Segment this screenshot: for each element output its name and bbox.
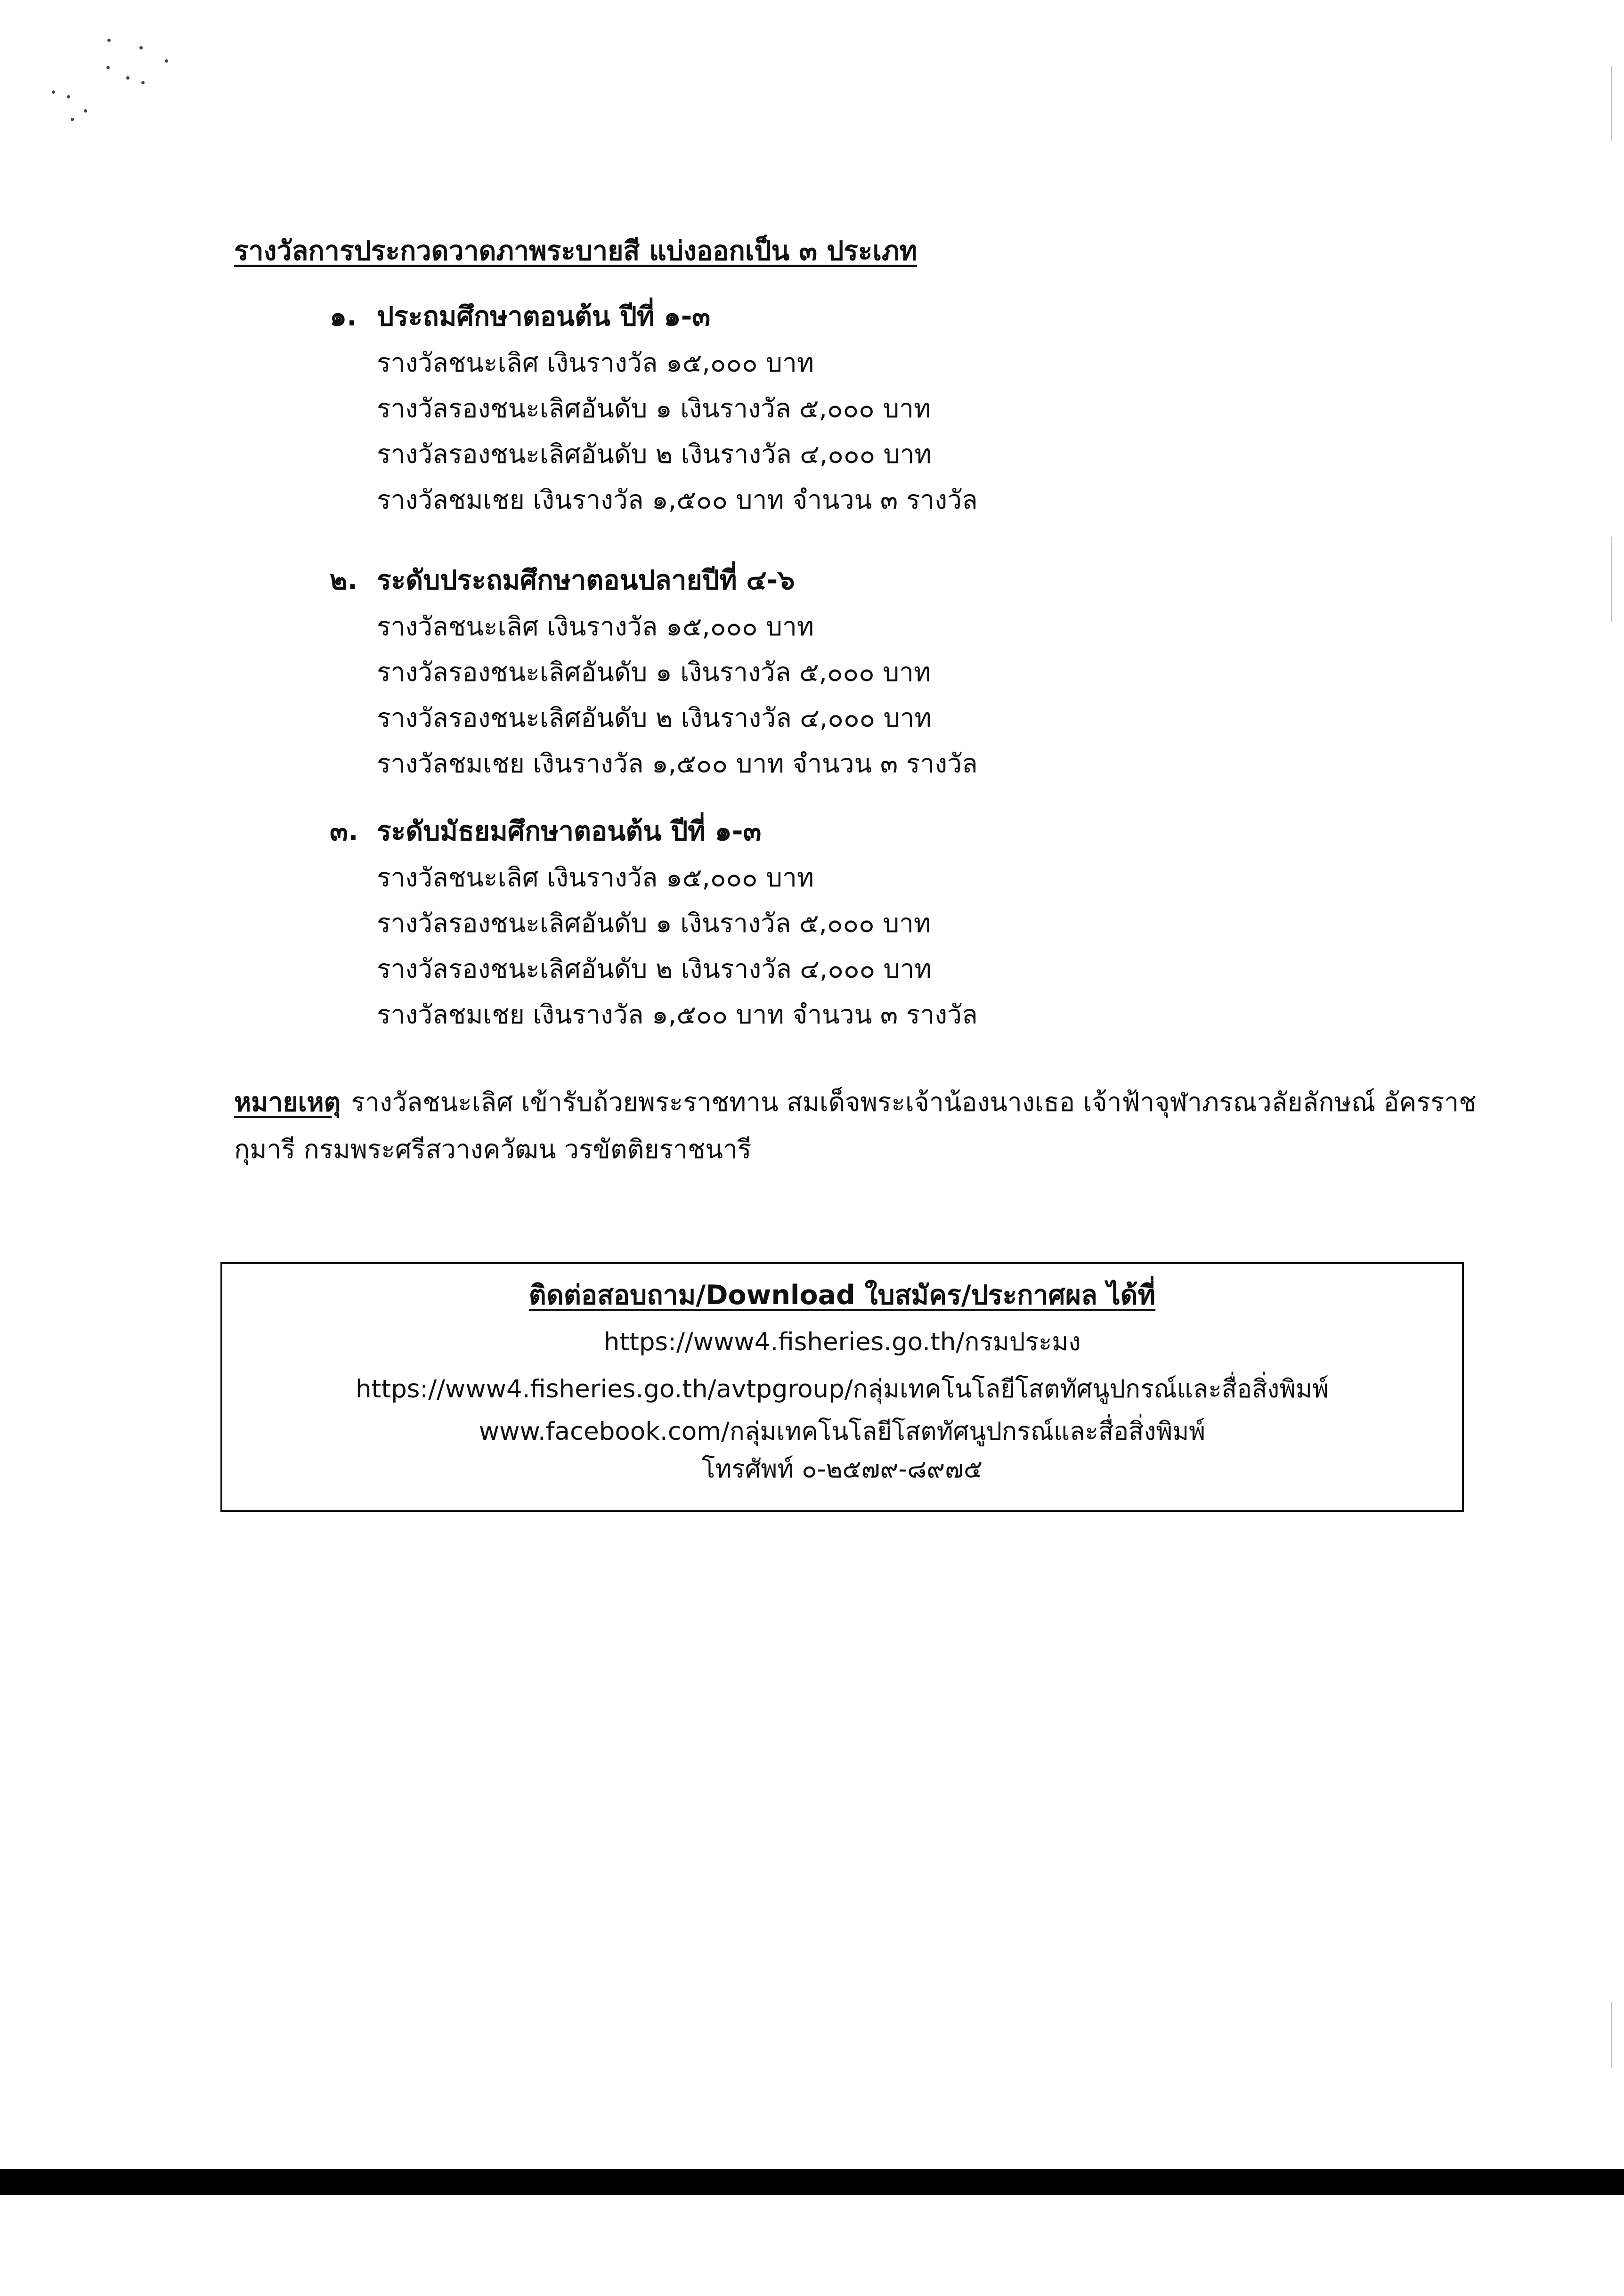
prize-line: รางวัลรองชนะเลิศอันดับ ๒ เงินรางวัล ๔,๐๐๐ บาท bbox=[377, 439, 932, 469]
section-title bbox=[330, 557, 978, 604]
prize-line: รางวัลชนะเลิศ เงินรางวัล ๑๕,๐๐๐ บาท bbox=[377, 611, 814, 641]
note-paragraph bbox=[234, 1079, 1506, 1173]
contact-title: ติดต่อสอบถาม/Download ใบสมัคร/ประกาศผล ได้ที่ bbox=[528, 1280, 1156, 1311]
section-title-text: ระดับมัธยมศึกษาตอนต้น ปีที่ ๑-๓ bbox=[377, 816, 762, 847]
scan-speckle bbox=[52, 90, 55, 94]
prize-section-1 bbox=[330, 293, 978, 523]
prize-line: รางวัลชมเชย เงินรางวัล ๑,๕๐๐ บาท จำนวน ๓ รางวัล bbox=[377, 748, 978, 779]
section-title bbox=[330, 808, 978, 855]
section-number: ๑. bbox=[330, 301, 357, 332]
note-label: หมายเหตุ bbox=[234, 1087, 341, 1117]
scan-speckle bbox=[107, 39, 111, 42]
scan-speckle bbox=[106, 66, 110, 69]
main-heading: รางวัลการประกวดวาดภาพระบายสี แบ่งออกเป็น ๓ ประเภท bbox=[234, 235, 918, 267]
scan-speckle bbox=[71, 118, 74, 121]
prize-line: รางวัลชมเชย เงินรางวัล ๑,๕๐๐ บาท จำนวน ๓ รางวัล bbox=[377, 485, 978, 515]
phone-number: โทรศัพท์ ๐-๒๕๗๙-๘๙๗๕ bbox=[701, 1455, 983, 1484]
prize-line: รางวัลชนะเลิศ เงินรางวัล ๑๕,๐๐๐ บาท bbox=[377, 862, 814, 892]
section-title-text: ระดับประถมศึกษาตอนปลายปีที่ ๔-๖ bbox=[377, 565, 795, 596]
scan-speckle bbox=[126, 76, 130, 80]
section-number: ๒. bbox=[330, 565, 358, 596]
scan-bottom-bar bbox=[0, 2169, 1624, 2195]
facebook-link[interactable]: www.facebook.com/กลุ่มเทคโนโลยีโสตทัศนูปกรณ์และสื่อสิ่งพิมพ์ bbox=[479, 1417, 1206, 1446]
scan-edge-mark bbox=[1611, 537, 1612, 622]
prize-line: รางวัลรองชนะเลิศอันดับ ๑ เงินรางวัล ๕,๐๐๐ บาท bbox=[377, 908, 931, 938]
prize-section-2 bbox=[330, 557, 978, 787]
scan-speckle bbox=[67, 95, 70, 98]
section-title-text: ประถมศึกษาตอนต้น ปีที่ ๑-๓ bbox=[377, 301, 711, 332]
scan-speckle bbox=[139, 46, 143, 49]
prize-section-3 bbox=[330, 808, 978, 1038]
scan-edge-mark bbox=[1611, 66, 1612, 141]
prize-line: รางวัลรองชนะเลิศอันดับ ๑ เงินรางวัล ๕,๐๐๐ บาท bbox=[377, 393, 931, 423]
note-text: รางวัลชนะเลิศ เข้ารับถ้วยพระราชทาน สมเด็จพระเจ้าน้องนางเธอ เจ้าฟ้าจุฬาภรณวลัยลักษณ์ อัครราชกุมารี กรมพระศรีสวางควัฒน วรขัตติยราชนารี bbox=[234, 1087, 1477, 1164]
scan-speckle bbox=[141, 81, 145, 84]
section-number: ๓. bbox=[330, 816, 358, 847]
prize-line: รางวัลรองชนะเลิศอันดับ ๒ เงินรางวัล ๔,๐๐๐ บาท bbox=[377, 703, 932, 733]
prize-line: รางวัลชมเชย เงินรางวัล ๑,๕๐๐ บาท จำนวน ๓ รางวัล bbox=[377, 999, 978, 1030]
website-link[interactable]: https://www4.fisheries.go.th/avtpgroup/กลุ่มเทคโนโลยีโสตทัศนูปกรณ์และสื่อสิ่งพิมพ์ bbox=[355, 1375, 1329, 1404]
scan-speckle bbox=[165, 59, 168, 63]
prize-line: รางวัลรองชนะเลิศอันดับ ๒ เงินรางวัล ๔,๐๐๐ บาท bbox=[377, 954, 932, 984]
prize-line: รางวัลรองชนะเลิศอันดับ ๑ เงินรางวัล ๕,๐๐๐ บาท bbox=[377, 657, 931, 687]
scan-speckle bbox=[84, 109, 87, 113]
section-title bbox=[330, 293, 978, 340]
website-link[interactable]: https://www4.fisheries.go.th/กรมประมง bbox=[603, 1328, 1081, 1356]
contact-box bbox=[220, 1262, 1464, 1512]
prize-line: รางวัลชนะเลิศ เงินรางวัล ๑๕,๐๐๐ บาท bbox=[377, 348, 814, 378]
scan-edge-mark bbox=[1611, 2002, 1612, 2068]
